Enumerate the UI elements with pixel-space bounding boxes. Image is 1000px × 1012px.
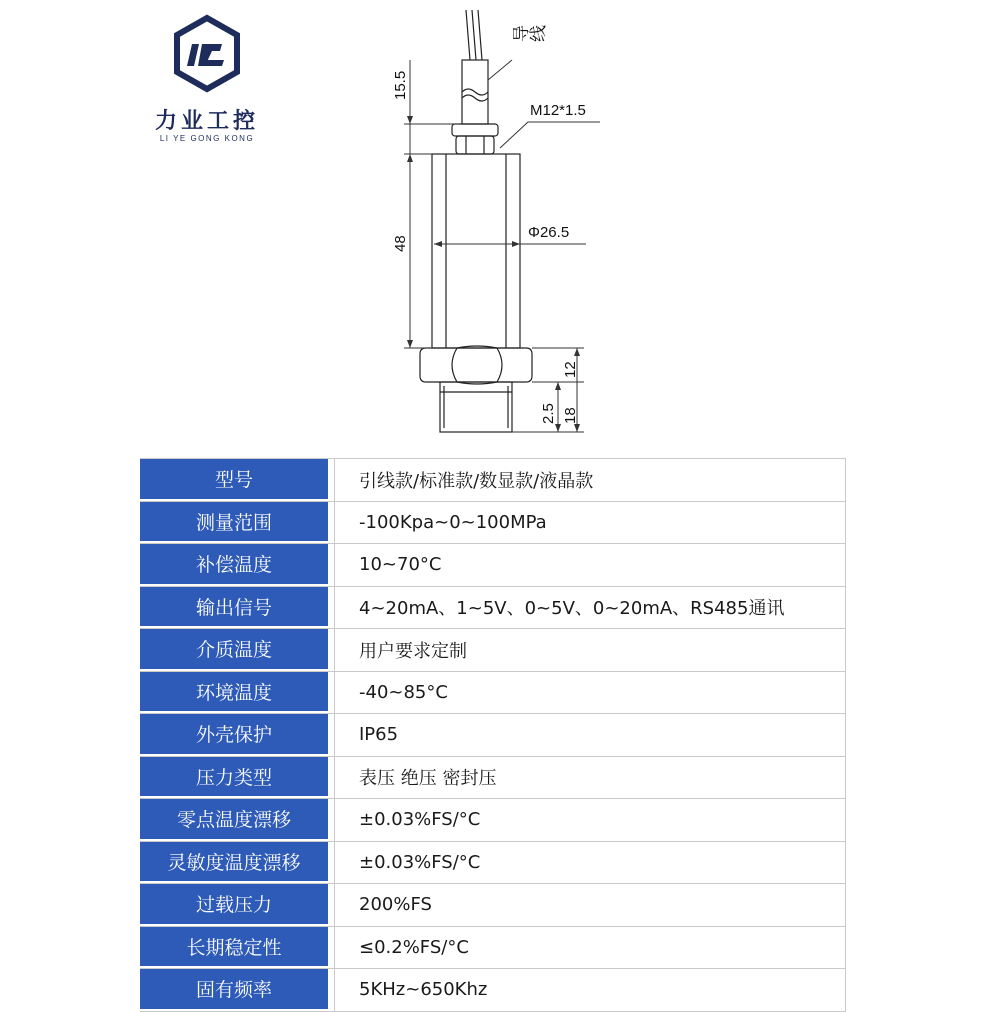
spec-row bbox=[140, 714, 846, 757]
spec-value: ±0.03%FS/°C bbox=[334, 842, 846, 884]
logo-name-en: LI YE GONG KONG bbox=[159, 134, 255, 143]
spec-key: 长期稳定性 bbox=[140, 927, 334, 969]
spec-row bbox=[140, 884, 846, 927]
spec-row bbox=[140, 927, 846, 970]
spec-row bbox=[140, 587, 846, 630]
dim-thread-length: 18 bbox=[562, 407, 579, 424]
spec-value: ≤0.2%FS/°C bbox=[334, 927, 846, 969]
spec-row bbox=[140, 969, 846, 1012]
spec-key: 固有频率 bbox=[140, 969, 334, 1011]
logo-name-cn: 力业工控 bbox=[154, 109, 259, 134]
sensor-dimension-drawing bbox=[0, 0, 1000, 450]
label-thread: M12*1.5 bbox=[530, 102, 586, 119]
spec-key: 压力类型 bbox=[140, 757, 334, 799]
spec-key: 环境温度 bbox=[140, 672, 334, 714]
spec-row bbox=[140, 502, 846, 545]
label-wire: 导线 bbox=[512, 26, 546, 46]
dim-chamfer: 2.5 bbox=[540, 403, 557, 424]
spec-table bbox=[140, 458, 846, 1012]
spec-value: ±0.03%FS/°C bbox=[334, 799, 846, 841]
spec-value: 200%FS bbox=[334, 884, 846, 926]
spec-key: 零点温度漂移 bbox=[140, 799, 334, 841]
spec-key: 灵敏度温度漂移 bbox=[140, 842, 334, 884]
dim-hex-height: 12 bbox=[562, 361, 579, 378]
sensor-outline bbox=[0, 0, 1000, 450]
spec-row bbox=[140, 544, 846, 587]
dim-cable-length: 15.5 bbox=[392, 70, 409, 100]
spec-row bbox=[140, 842, 846, 885]
spec-value: -40~85°C bbox=[334, 672, 846, 714]
spec-row bbox=[140, 672, 846, 715]
spec-value: 10~70°C bbox=[334, 544, 846, 586]
spec-value: 5KHz~650Khz bbox=[334, 969, 846, 1011]
spec-key: 型号 bbox=[140, 459, 334, 501]
spec-value: -100Kpa~0~100MPa bbox=[334, 502, 846, 544]
spec-value: 引线款/标准款/数显款/液晶款 bbox=[334, 459, 846, 501]
spec-key: 输出信号 bbox=[140, 587, 334, 629]
spec-key: 外壳保护 bbox=[140, 714, 334, 756]
spec-value: 表压 绝压 密封压 bbox=[334, 757, 846, 799]
spec-row bbox=[140, 799, 846, 842]
dim-body-length: 48 bbox=[392, 235, 409, 252]
spec-value: 4~20mA、1~5V、0~5V、0~20mA、RS485通讯 bbox=[334, 587, 846, 629]
spec-row bbox=[140, 458, 846, 502]
spec-key: 过载压力 bbox=[140, 884, 334, 926]
spec-value: IP65 bbox=[334, 714, 846, 756]
dim-diameter: Φ26.5 bbox=[528, 224, 570, 241]
spec-row bbox=[140, 629, 846, 672]
spec-key: 介质温度 bbox=[140, 629, 334, 671]
spec-key: 测量范围 bbox=[140, 502, 334, 544]
spec-row bbox=[140, 757, 846, 800]
spec-key: 补偿温度 bbox=[140, 544, 334, 586]
spec-value: 用户要求定制 bbox=[334, 629, 846, 671]
